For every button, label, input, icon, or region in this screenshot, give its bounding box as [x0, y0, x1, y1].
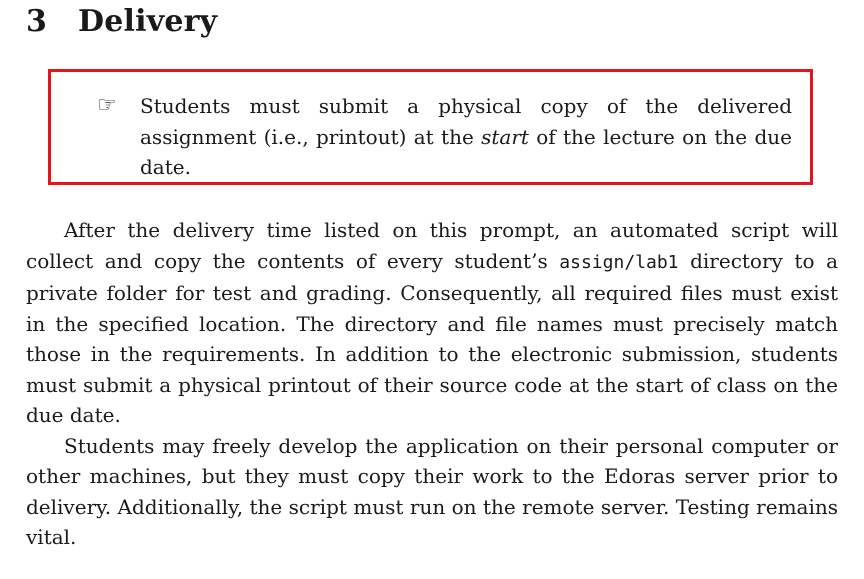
paragraph-2: Students may freely develop the application on their personal computer or other machines, but they must copy their work to the Edoras server prior to delivery. Additionally, the script must run on the remote server. Testing remains vital. — [26, 433, 838, 549]
section-number: 3 — [26, 4, 48, 39]
notice-text-after: of the lecture on the due date. — [140, 124, 792, 179]
body-text — [26, 215, 838, 553]
notice-emphasis: start — [481, 124, 529, 149]
notice-box — [48, 69, 813, 185]
paragraph-1 — [26, 215, 838, 431]
pointing-hand-icon: ☞ — [97, 93, 117, 118]
paragraph-1-before: After the delivery time listed on this prompt, an automated script will collect and copy the contents of every student’s — [26, 218, 838, 273]
paragraph-1-after: directory to a private folder for test and grading. Consequently, all required files must exist in the specified location. The directory and file names must precisely match those in the requirements. In addition to the electronic submission, students must submit a physical printout of their source code at the start of class on the due date. — [26, 248, 839, 427]
notice-text — [140, 91, 792, 183]
section-title: Delivery — [78, 4, 218, 39]
section-heading — [26, 4, 217, 39]
notice-text-before: Students must submit a physical copy of the delivered assignment (i.e., printout) at the — [140, 94, 792, 149]
directory-path: assign/lab1 — [559, 251, 679, 273]
